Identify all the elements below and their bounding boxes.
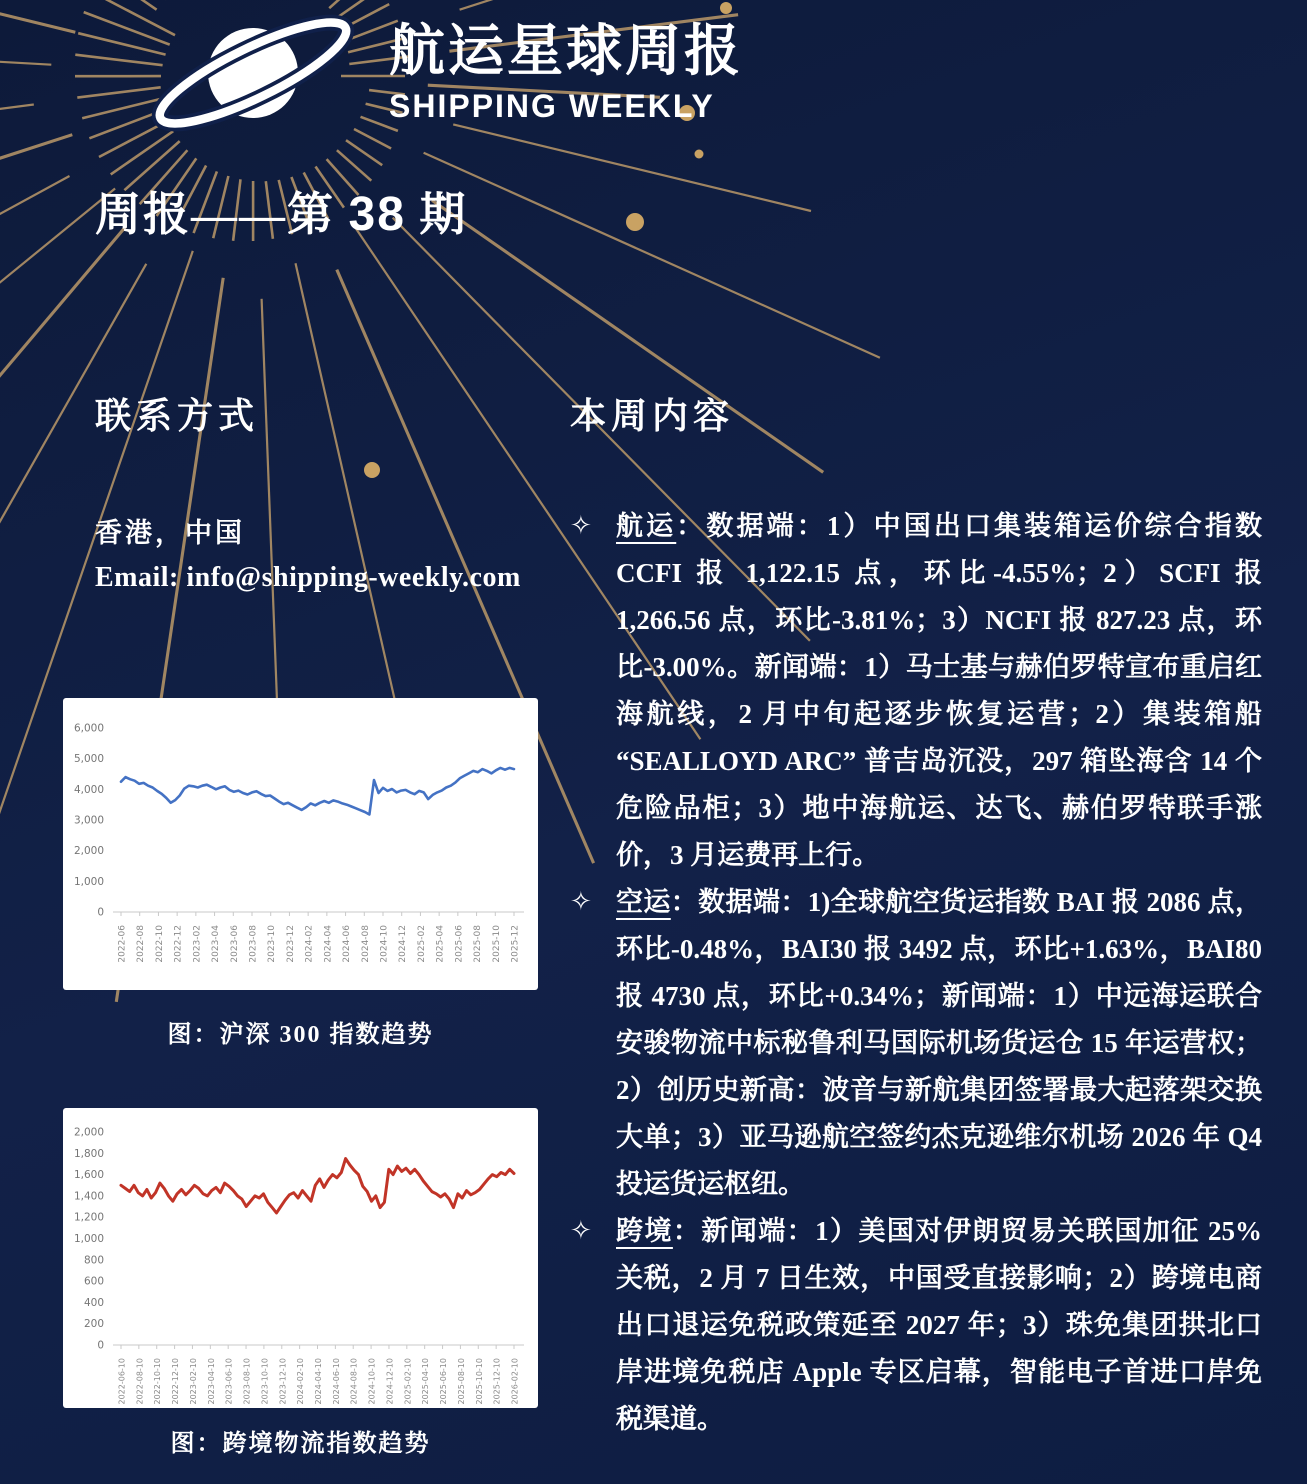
svg-text:2024-08: 2024-08 xyxy=(360,925,371,963)
issue-suffix: 期 xyxy=(405,189,468,240)
svg-text:2,000: 2,000 xyxy=(73,1126,104,1139)
svg-text:2024-12-10: 2024-12-10 xyxy=(385,1358,395,1405)
svg-text:2024-10: 2024-10 xyxy=(379,925,390,963)
svg-text:2022-10-10: 2022-10-10 xyxy=(153,1358,163,1405)
bullet-airfreight-label: 空运 xyxy=(616,887,671,917)
logistics-index-chart xyxy=(63,1108,538,1408)
svg-text:2024-04-10: 2024-04-10 xyxy=(314,1358,323,1405)
svg-text:1,200: 1,200 xyxy=(73,1211,104,1224)
svg-text:2023-04: 2023-04 xyxy=(211,925,222,963)
bullet-airfreight xyxy=(570,879,1262,1208)
svg-text:2022-08-10: 2022-08-10 xyxy=(135,1358,145,1405)
svg-text:1,600: 1,600 xyxy=(73,1169,104,1182)
svg-text:2025-06: 2025-06 xyxy=(454,925,465,963)
logistics-index-caption: 图：跨境物流指数趋势 xyxy=(170,1431,431,1457)
svg-text:2023-08-10: 2023-08-10 xyxy=(242,1358,252,1405)
svg-text:2023-06-10: 2023-06-10 xyxy=(224,1358,234,1405)
csi300-chart xyxy=(63,698,538,990)
svg-text:4,000: 4,000 xyxy=(73,783,104,796)
contact-section xyxy=(95,388,535,594)
issue-prefix: 周报——第 xyxy=(95,189,349,240)
svg-text:2025-08-10: 2025-08-10 xyxy=(456,1358,466,1405)
bullet-shipping-label: 航运 xyxy=(616,511,677,541)
svg-text:2023-10: 2023-10 xyxy=(267,925,278,963)
csi300-caption: 图：沪深 300 指数趋势 xyxy=(167,1022,434,1048)
issue-title xyxy=(95,178,467,244)
svg-text:2025-02-10: 2025-02-10 xyxy=(403,1358,413,1405)
svg-text:2024-02-10: 2024-02-10 xyxy=(296,1358,306,1405)
svg-text:3,000: 3,000 xyxy=(73,814,104,827)
brand-header xyxy=(389,20,743,125)
svg-text:1,000: 1,000 xyxy=(73,1233,104,1245)
bullet-crossborder xyxy=(570,1208,1262,1443)
svg-text:2025-04: 2025-04 xyxy=(435,925,446,963)
diamond-bullet-icon: ✧ xyxy=(570,511,592,541)
svg-text:2025-10: 2025-10 xyxy=(491,925,502,963)
planet-logo xyxy=(149,5,356,140)
svg-text:2024-04: 2024-04 xyxy=(323,925,334,963)
svg-text:2023-12-10: 2023-12-10 xyxy=(278,1358,288,1405)
bullet-shipping-body: ：数据端：1）中国出口集装箱运价综合指数 CCFI 报 1,122.15 点，环比-4.55%；2）SCFI 报 1,266.56 点，环比-3.81%；3）NCFI 报 827.23 点，环比-3.00%。新闻端：1）马士基与赫伯罗特宣布重启红海航线，2 月中旬起逐步恢复运营；2）集装箱船 “SEALLOYD ARC” 普吉岛沉没，297 箱坠海含 14 个危险品柜；3）地中海航运、达飞、赫伯罗特联手涨价，3 月运费再上行。 xyxy=(616,511,1263,870)
svg-text:2025-12-10: 2025-12-10 xyxy=(492,1358,502,1405)
svg-text:6,000: 6,000 xyxy=(73,722,104,735)
bullet-shipping xyxy=(570,503,1262,879)
svg-text:2022-12: 2022-12 xyxy=(173,925,184,963)
svg-text:2022-10: 2022-10 xyxy=(154,925,165,963)
csi300-figure xyxy=(63,698,538,1049)
svg-text:2024-02: 2024-02 xyxy=(304,925,315,963)
svg-text:2025-02: 2025-02 xyxy=(416,925,427,963)
svg-text:2024-08-10: 2024-08-10 xyxy=(349,1358,359,1405)
bullet-airfreight-text xyxy=(616,879,1262,1208)
svg-text:200: 200 xyxy=(83,1318,104,1331)
content-bullet-list xyxy=(570,503,1262,1443)
svg-text:2023-06: 2023-06 xyxy=(229,925,240,963)
svg-text:2022-06: 2022-06 xyxy=(117,925,128,963)
svg-text:2026-02-10: 2026-02-10 xyxy=(510,1358,520,1405)
svg-text:2024-06-10: 2024-06-10 xyxy=(331,1358,341,1405)
svg-text:0: 0 xyxy=(97,906,104,919)
weekly-content-section xyxy=(570,388,1262,1443)
svg-text:1,000: 1,000 xyxy=(73,875,104,888)
bullet-crossborder-label: 跨境 xyxy=(616,1216,673,1246)
svg-text:2022-08: 2022-08 xyxy=(136,925,147,963)
contact-email: Email: info@shipping-weekly.com xyxy=(95,562,521,593)
svg-text:2024-06: 2024-06 xyxy=(342,925,353,963)
svg-text:2022-06-10: 2022-06-10 xyxy=(117,1358,127,1405)
svg-text:2025-04-10: 2025-04-10 xyxy=(421,1358,431,1405)
svg-text:2025-06-10: 2025-06-10 xyxy=(439,1358,448,1405)
svg-text:2023-10-10: 2023-10-10 xyxy=(260,1358,270,1405)
contact-location: 香港，中国 xyxy=(95,518,245,548)
svg-text:400: 400 xyxy=(83,1296,104,1309)
svg-text:2025-10-10: 2025-10-10 xyxy=(474,1358,484,1405)
brand-title-cn: 航运星球周报 xyxy=(389,19,743,82)
contact-heading: 联系方式 xyxy=(95,396,260,436)
bullet-crossborder-text xyxy=(616,1208,1262,1443)
svg-text:1,800: 1,800 xyxy=(73,1147,104,1160)
diamond-bullet-icon: ✧ xyxy=(570,1216,592,1246)
svg-text:600: 600 xyxy=(83,1275,104,1288)
brand-title-en: SHIPPING WEEKLY xyxy=(389,87,715,124)
bullet-airfreight-body: ：数据端：1)全球航空货运指数 BAI 报 2086 点，环比-0.48%，BAI30 报 3492 点，环比+1.63%，BAI80 报 4730 点，环比+0.34%；新闻端：1）中远海运联合安骏物流中标秘鲁利马国际机场货运仓 15 年运营权；2）创历史新高：波音与新航集团签署最大起落架交换大单；3）亚马逊航空签约杰克逊维尔机场 2026 年 Q4 投运货运枢纽。 xyxy=(616,887,1262,1199)
diamond-bullet-icon: ✧ xyxy=(570,887,592,917)
svg-text:2023-08: 2023-08 xyxy=(248,925,259,963)
svg-text:0: 0 xyxy=(97,1339,104,1352)
svg-text:2023-04-10: 2023-04-10 xyxy=(206,1358,216,1405)
bullet-shipping-text xyxy=(616,503,1262,879)
issue-number: 38 xyxy=(348,188,406,241)
svg-text:1,400: 1,400 xyxy=(73,1190,104,1203)
svg-text:2022-12-10: 2022-12-10 xyxy=(171,1358,181,1405)
svg-text:2023-12: 2023-12 xyxy=(285,925,296,963)
svg-text:2,000: 2,000 xyxy=(73,845,104,858)
svg-text:2024-10-10: 2024-10-10 xyxy=(367,1358,377,1405)
svg-text:2023-02-10: 2023-02-10 xyxy=(189,1358,198,1405)
svg-text:800: 800 xyxy=(83,1254,104,1267)
svg-text:2025-08: 2025-08 xyxy=(473,925,484,963)
bullet-crossborder-body: ：新闻端：1）美国对伊朗贸易关联国加征 25% 关税，2 月 7 日生效，中国受直接影响；2）跨境电商出口退运免税政策延至 2027 年；3）珠免集团拱北口岸进境免税店 Apple 专区启幕，智能电子首进口岸免税渠道。 xyxy=(616,1216,1263,1434)
content-heading: 本周内容 xyxy=(570,396,735,436)
svg-text:5,000: 5,000 xyxy=(73,753,104,766)
logistics-index-figure xyxy=(63,1108,538,1458)
svg-text:2025-12: 2025-12 xyxy=(510,925,521,963)
svg-text:2023-02: 2023-02 xyxy=(192,925,203,963)
svg-text:2024-12: 2024-12 xyxy=(398,925,409,963)
